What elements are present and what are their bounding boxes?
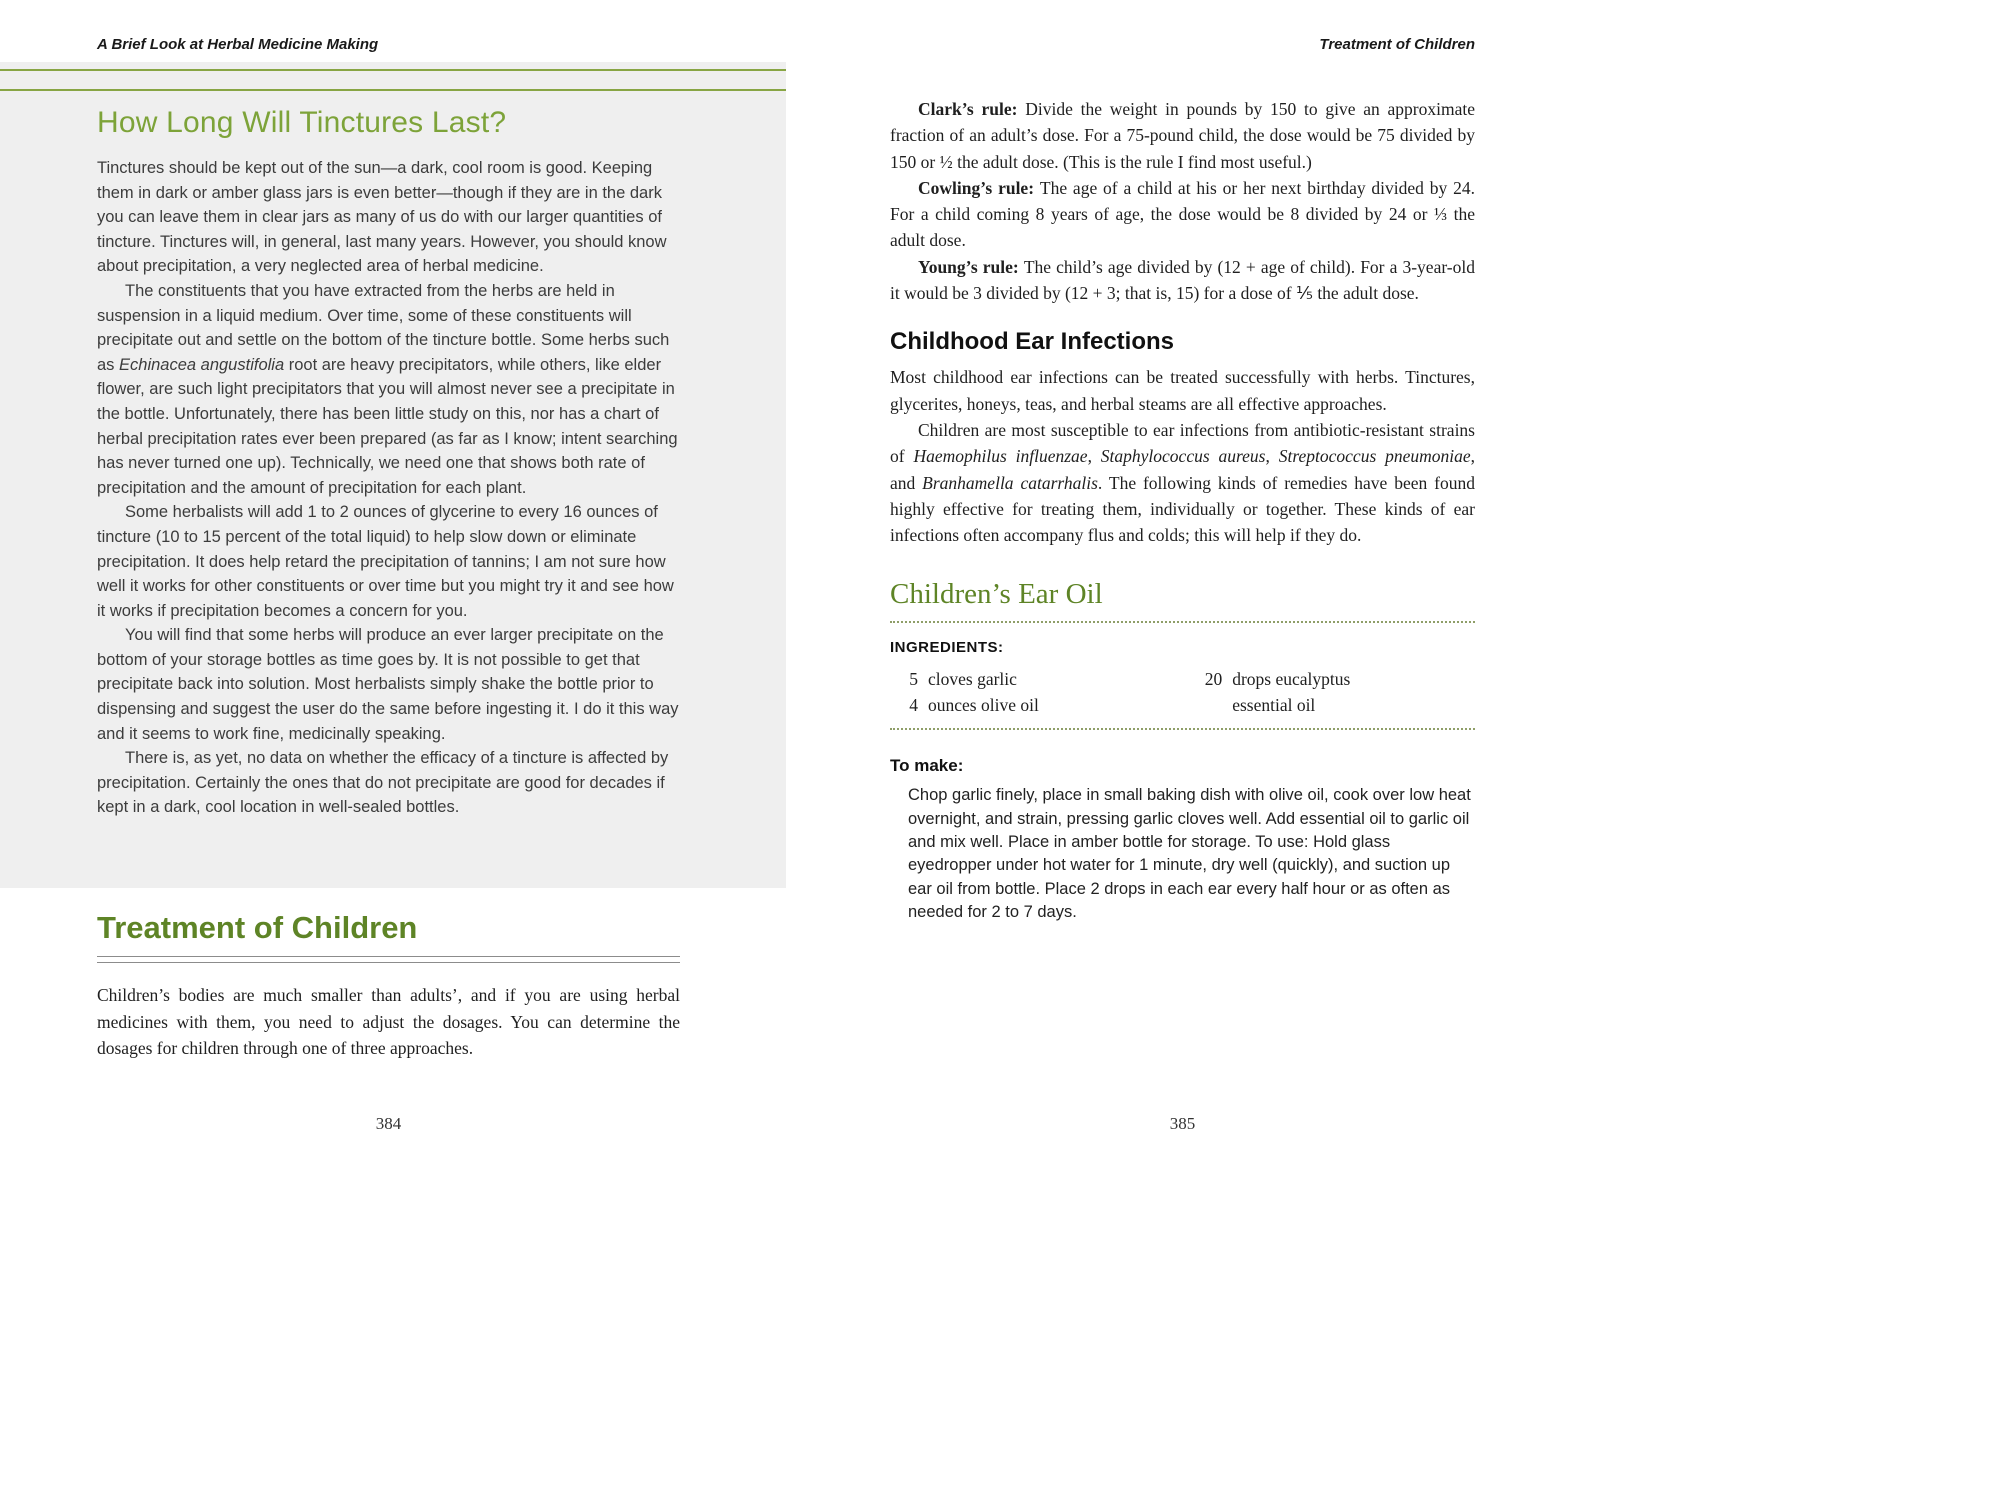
ingredient-quantity: 5 [909,669,918,690]
ingredient-name: drops eucalyptus essential oil [1232,669,1351,716]
dotted-rule-bottom [890,728,1475,730]
ingredient-quantity: 20 [1204,669,1223,690]
page-number-left: 384 [375,1114,402,1133]
treatment-double-rule [97,956,680,963]
dosage-rule-clarks: Clark’s rule: Divide the weight in pounds by 150 to give an approximate fraction of an adult’s dose. For a 75-pound child, the dose would be 75 divided by 150 or ½ the adult dose. (This is the rule I find most useful.) [890,99,1475,172]
dosage-rule-cowlings: Cowling’s rule: The age of a child at his or her next birthday divided by 24. For a child coming 8 years of age, the dose would be 8 divided by 24 or ⅓ the adult dose. [890,177,1475,251]
recipe-instructions: Chop garlic finely, place in small baking dish with olive oil, cook over low heat overnight, and strain, pressing garlic cloves well. Add essential oil to garlic oil and mix well. Place in amber bottle for storage. To use: Hold glass eyedropper under hot water for 1 minute, dry well (quickly), and suction up ear oil from bottle. Place 2 drops in each ear every half hour or as often as needed for 2 to 7 days. [908,786,1471,921]
ear-infections-paragraph: Children are most susceptible to ear infections from antibiotic-resistant strains of Haemophilus influenzae, Staphylococcus aureus, Streptococcus pneumoniae, and Branhamella catarrhalis. The following kinds of remedies have been found highly effective for treating them, individually or together. These kinds of ear infections often accompany flus and colds; this will help if they do. [890,419,1476,546]
tinctures-heading: How Long Will Tinctures Last? [97,106,507,139]
ear-infections-paragraph: Most childhood ear infections can be treated successfully with herbs. Tinctures, glycerites, honeys, teas, and herbal steams are all effective approaches. [890,367,1475,414]
ingredients-column-2 [1194,666,1475,718]
ingredient-name: ounces olive oil [928,695,1039,716]
running-header-left: A Brief Look at Herbal Medicine Making [97,36,379,53]
ear-infections-heading: Childhood Ear Infections [890,328,1175,356]
tinctures-box [0,62,786,888]
recipe-heading: Children’s Ear Oil [890,578,1103,611]
treatment-heading: Treatment of Children [97,910,418,945]
running-header-right: Treatment of Children [1319,36,1475,53]
to-make-label: To make: [890,756,964,776]
ingredient-row [890,692,1194,718]
tinctures-paragraph: Some herbalists will add 1 to 2 ounces of glycerine to every 16 ounces of tincture (10 to 15 percent of the total liquid) to help slow down or eliminate precipitation. It does help retard the precipitation of tannins; I am not sure how well it works for other constituents or over time but you might try it and see how it works if precipitation becomes a concern for you. [97,503,674,620]
ingredient-row [1194,666,1475,718]
ingredients-label: INGREDIENTS: [890,639,1004,657]
right-page-column [890,96,1475,924]
ingredient-quantity: 4 [909,695,918,716]
ingredients-columns [890,666,1475,718]
green-rule-top [0,69,786,71]
ingredient-name: cloves garlic [928,669,1017,690]
ingredient-row [890,666,1194,692]
green-rule-bottom [0,89,786,91]
dosage-rule-youngs: Young’s rule: The child’s age divided by (12 + age of child). For a 3-year-old it would be 3 divided by (12 + 3; that is, 15) for a dose of ⅕ the adult dose. [890,256,1475,304]
tinctures-paragraph: You will find that some herbs will produce an ever larger precipitate on the bottom of your storage bottles as time goes by. It is not possible to get that precipitate back into solution. Most herbalists simply shake the bottle prior to dispensing and suggest the user do the same before ingesting it. I do it this way and it seems to work fine, medicinally speaking. [97,626,679,743]
tinctures-paragraph: There is, as yet, no data on whether the efficacy of a tincture is affected by precipitation. Certainly the ones that do not precipitate are good for decades if kept in a dark, cool location in well-sealed bottles. [97,749,669,817]
ingredients-column-1 [890,666,1194,718]
dotted-rule-top [890,621,1475,623]
page-number-right: 385 [1169,1114,1196,1133]
tinctures-paragraph: Tinctures should be kept out of the sun—a dark, cool room is good. Keeping them in dark or amber glass jars is even better—though if they are in the dark you can leave them in clear jars as many of us do with our larger quantities of tincture. Tinctures will, in general, last many years. However, you should know about precipitation, a very neglected area of herbal medicine. [97,159,667,276]
treatment-intro: Children’s bodies are much smaller than adults’, and if you are using herbal medicines with them, you need to adjust the dosages. You can determine the dosages for children through one of three approaches. [97,985,680,1058]
tinctures-paragraph: The constituents that you have extracted from the herbs are held in suspension in a liquid medium. Over time, some of these constituents will precipitate out and settle on the bottom of the tincture bottle. Some herbs such as Echinacea angustifolia root are heavy precipitators, while others, like elder flower, are such light precipitators that you will almost never see a precipitate in the bottle. Unfortunately, there has been little study on this, nor has a chart of herbal precipitation rates ever been prepared (as far as I know; intent searching has never turned one up). Technically, we need one that shows both rate of precipitation and the amount of precipitation for each plant. [97,281,678,497]
